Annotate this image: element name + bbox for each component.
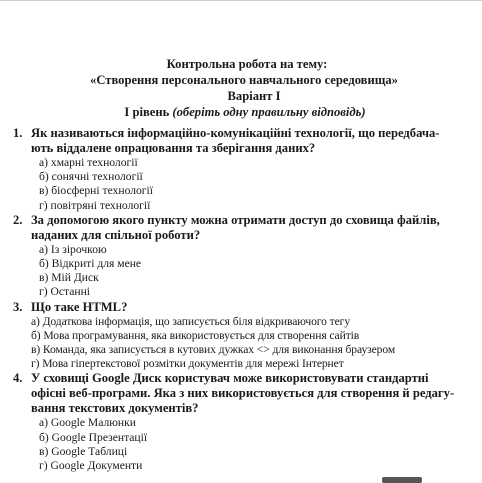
answer-option: в) Google Таблиці (39, 444, 128, 458)
question-text-line: наданих для спільної роботи? (31, 227, 201, 242)
question-3 (13, 300, 478, 372)
document-subtitle: «Створення персонального навчального середовища» (90, 73, 398, 87)
question-text-line: вання текстових документів? (31, 401, 199, 416)
answer-options (13, 156, 478, 213)
question-number: 1. (13, 126, 23, 140)
answer-option: б) Google Презентації (39, 430, 148, 444)
answer-option: а) хмарні технології (39, 156, 138, 169)
answer-option: г) Останні (39, 285, 91, 299)
question-list (13, 126, 478, 473)
question-2 (13, 213, 478, 300)
level-line (0, 104, 482, 120)
answer-option: в) Команда, яка записується в кутових дужках <> для виконання браузером (31, 343, 396, 357)
question-text (31, 371, 478, 416)
answer-option: а) Додаткова інформація, що записується біля відкриваючого тегу (31, 314, 351, 328)
answer-option: а) Google Малюнки (39, 416, 136, 430)
document-header (0, 56, 482, 120)
question-number: 3. (13, 299, 23, 314)
answer-option: г) повітряні технології (39, 198, 151, 212)
answer-options (13, 416, 478, 473)
question-4 (13, 371, 478, 473)
question-text-line: У сховищі Google Диск користувач може використовувати стандартні (31, 371, 429, 386)
answer-option: б) сонячні технології (39, 170, 143, 184)
answer-option: г) Мова гіпертекстової розмітки документів для мережі Інтернет (31, 357, 344, 371)
question-text (31, 300, 478, 315)
question-1 (13, 126, 478, 213)
question-text-line: ють віддалене опрацювання та зберігання даних? (31, 141, 316, 155)
question-text-line: За допомогою якого пункту можна отримати доступ до сховища файлів, (31, 212, 440, 227)
question-text-line: офісні веб-програми. Яка з них використовується для створення й редагу- (31, 386, 455, 401)
document-title: Контрольна робота на тему: (166, 57, 328, 71)
answer-option: в) Мій Диск (39, 271, 99, 285)
answer-option: а) Із зірочкою (39, 242, 107, 256)
answer-options (13, 243, 478, 300)
question-text-line: Що таке HTML? (31, 299, 128, 314)
variant-label: Варіант І (227, 89, 281, 103)
answer-option: б) Відкриті для мене (39, 257, 142, 271)
answer-option: в) біосферні технології (39, 184, 153, 198)
question-number: 4. (13, 371, 23, 386)
answer-option: г) Google Документи (39, 459, 143, 473)
answer-option: б) Мова програмування, яка використовується для створення сайтів (31, 328, 360, 342)
question-text-line: Як називаються інформаційно-комунікаційні технології, що передбача- (31, 126, 440, 140)
level-prefix: І рівень (124, 105, 173, 119)
question-number: 2. (13, 212, 23, 227)
level-instruction: (оберіть одну правильну відповідь) (172, 105, 366, 119)
question-text (31, 213, 478, 243)
page-edge-mark (382, 477, 422, 483)
question-text (31, 126, 478, 156)
answer-options (13, 315, 478, 372)
